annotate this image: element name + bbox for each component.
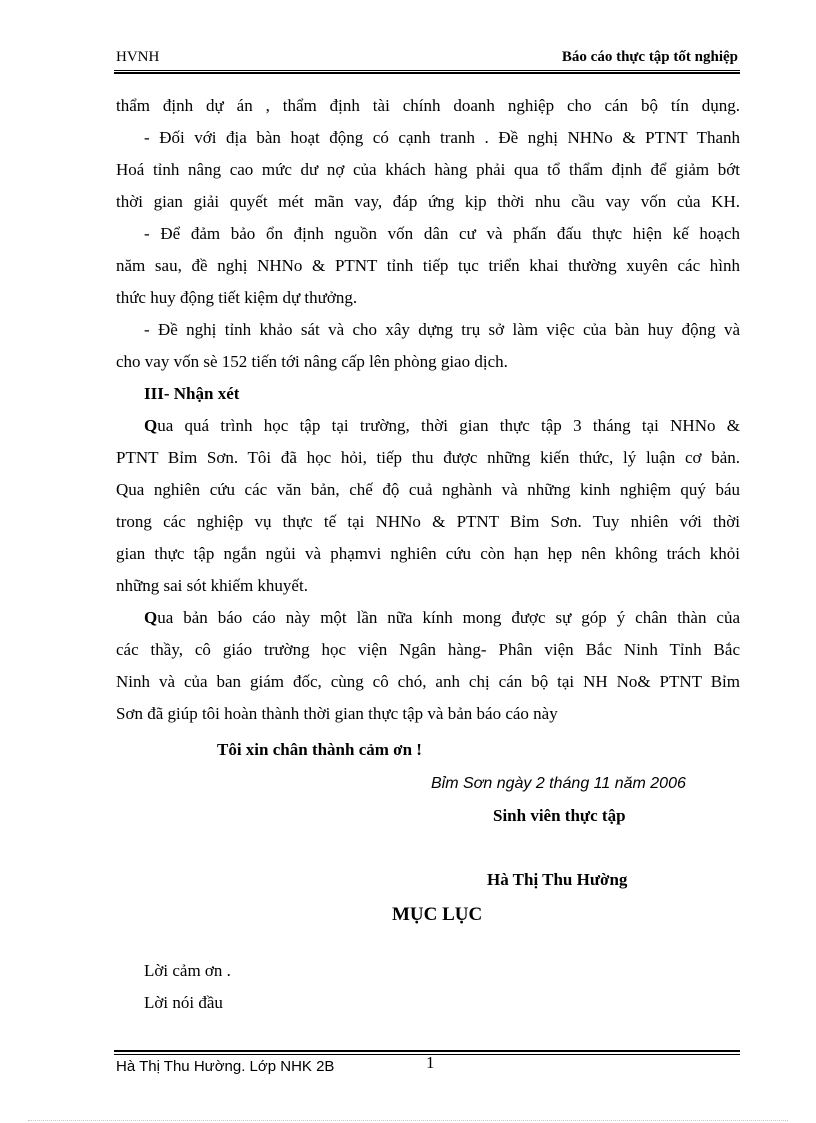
body-text xyxy=(116,90,740,730)
body-line: những sai sót khiếm khuyết. xyxy=(116,576,308,595)
body-line: trong các nghiệp vụ thực tế tại NHNo & PTNT Bỉm Sơn. Tuy nhiên với thời xyxy=(116,512,740,531)
signer-role: Sinh viên thực tập xyxy=(493,806,626,825)
body-line: Qua nghiên cứu các văn bản, chế độ cuả nghành và những kinh nghiệm quý báu xyxy=(116,480,740,499)
body-line: - Đối với địa bàn hoạt động có cạnh tranh . Đề nghị NHNo & PTNT Thanh xyxy=(144,128,740,147)
body-line: năm sau, đề nghị NHNo & PTNT tỉnh tiếp tục triển khai thường xuyên các hình xyxy=(116,256,740,275)
body-line: thức huy động tiết kiệm dự thưởng. xyxy=(116,288,358,307)
body-line: gian thực tập ngắn ngủi và phạmvi nghiên cứu còn hạn hẹp nên không trách khỏi xyxy=(116,544,740,563)
body-line: Hoá tỉnh nâng cao mức dư nợ của khách hàng phải qua tổ thẩm định để giảm bớt xyxy=(116,160,740,179)
body-line xyxy=(116,602,740,634)
body-line-text: ua quá trình học tập tại trường, thời gian thực tập 3 tháng tại NHNo & xyxy=(157,416,740,435)
body-line xyxy=(116,410,740,442)
body-line: PTNT Bỉm Sơn. Tôi đã học hỏi, tiếp thu được những kiến thức, lý luận cơ bản. xyxy=(116,448,740,467)
date-line: Bỉm Sơn ngày 2 tháng 11 năm 2006 xyxy=(431,775,686,792)
toc-item: Lời nói đầu xyxy=(144,993,223,1012)
signer-name: Hà Thị Thu Hường xyxy=(487,870,628,889)
header-right: Báo cáo thực tập tốt nghiệp xyxy=(561,49,738,65)
header-left: HVNH xyxy=(116,49,160,65)
page-number: 1 xyxy=(426,1053,435,1072)
body-line: thẩm định dự án , thẩm định tài chính doanh nghiệp cho cán bộ tín dụng. xyxy=(116,96,740,115)
body-line: Sơn đã giúp tôi hoàn thành thời gian thực tập và bản báo cáo này xyxy=(116,704,558,723)
footer-author: Hà Thị Thu Hường. Lớp NHK 2B xyxy=(116,1058,335,1075)
page-edge-dotted-line xyxy=(28,1120,788,1121)
body-line-text: ua bản báo cáo này một lần nữa kính mong được sự góp ý chân thàn của xyxy=(157,608,740,627)
toc-item: Lời cảm ơn . xyxy=(144,961,231,980)
header-rule-thick xyxy=(114,72,740,74)
body-line: các thầy, cô giáo trường học viện Ngân hàng- Phân viện Bắc Ninh Tỉnh Bắc xyxy=(116,640,740,659)
header-rule-thin xyxy=(114,70,740,71)
dropcap: Q xyxy=(144,416,158,435)
body-line: cho vay vốn sè 152 tiến tới nâng cấp lên phòng giao dịch. xyxy=(116,352,508,371)
body-line: thời gian giải quyết mét mãn vay, đáp ứng kịp thời nhu cầu vay vốn của KH. xyxy=(116,192,740,211)
thanks-line: Tôi xin chân thành cảm ơn ! xyxy=(217,740,422,759)
toc-title: MỤC LỤC xyxy=(392,904,483,925)
body-line: - Đề nghị tỉnh khảo sát và cho xây dựng trụ sở làm việc của bàn huy động và xyxy=(144,320,740,339)
dropcap: Q xyxy=(144,608,158,627)
body-line: - Để đảm bảo ổn định nguồn vốn dân cư và phấn đấu thực hiện kế hoạch xyxy=(144,224,740,243)
body-line: Ninh và của ban giám đốc, cùng cô chó, anh chị cán bộ tại NH No& PTNT Bỉm xyxy=(116,672,740,691)
section-heading: III- Nhận xét xyxy=(144,384,240,403)
